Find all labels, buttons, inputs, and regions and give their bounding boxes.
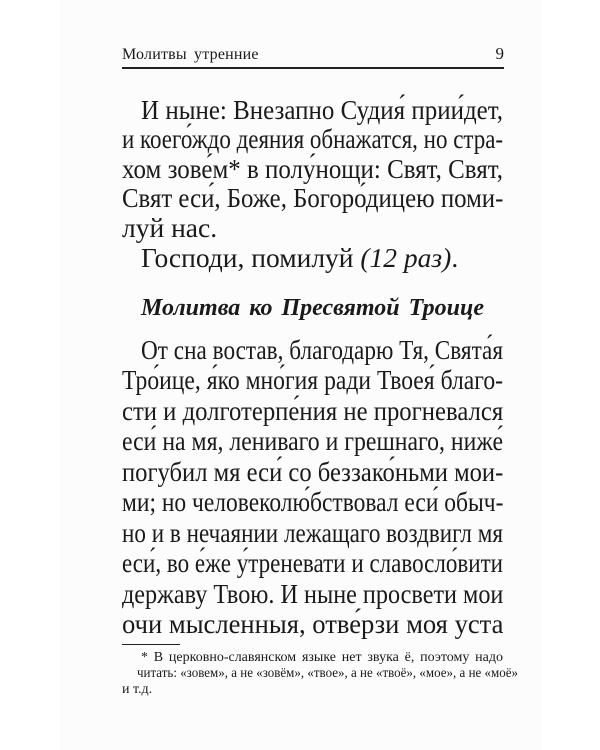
text-line: хом зове́м* в полу́нощи: Свят, Свят, — [122, 153, 503, 184]
text-line: еси́, во е́же у́треневати и славосло́вити — [122, 547, 503, 578]
text-line: Свят еси́, Боже, Богоро́дицею поми- — [122, 182, 504, 213]
text-line: И ныне: Внезапно Судия́ прии́дет, — [141, 94, 503, 125]
footnote-rule — [122, 644, 180, 645]
running-header-title: Молитвы утренние — [122, 46, 259, 63]
text-line: луй нас. — [122, 212, 218, 243]
text-line: ми; но человеколю́бствовал еси́ обыч- — [122, 486, 504, 517]
text-line: погубил мя еси́ со беззако́ньми мои- — [122, 456, 504, 487]
text-line: сти и долготерпе́ния не прогневался — [122, 395, 504, 426]
text-line: но и в нечаянии лежащаго воздвигл мя — [122, 517, 503, 548]
text-line: От сна востав, благодарю Тя, Свята́я — [141, 334, 503, 365]
section-heading: Молитва ко Пресвятой Троице — [140, 295, 485, 321]
footnote-line: и т.д. — [122, 682, 153, 697]
footnote-line: читать: «зовем», а не «зовём», «твое», а не «твоё», «мое», а не «моё» — [137, 666, 518, 681]
footnote-line: * В церковно-славянском языке нет звука ё, поэтому надо — [141, 650, 503, 665]
repetition-note: (12 раз) — [360, 242, 452, 273]
page-number: 9 — [495, 44, 504, 63]
repetition-line — [141, 243, 503, 273]
prayer-text: Господи, помилуй — [141, 242, 354, 273]
text-line: Тро́ице, я́ко мно́гия ради Твоея́ благо- — [122, 364, 503, 395]
text-line: и коего́ждо деяния обнажатся, но стра- — [122, 123, 504, 154]
text-line: очи мысленныя, отве́рзи моя уста — [122, 608, 504, 639]
text-line: державу Твою. И ныне просвети мои — [122, 578, 504, 609]
punctuation: . — [451, 242, 459, 273]
text-line: еси́ на мя, лениваго и грешнаго, ниже́ — [122, 425, 503, 456]
header-rule — [122, 67, 504, 69]
